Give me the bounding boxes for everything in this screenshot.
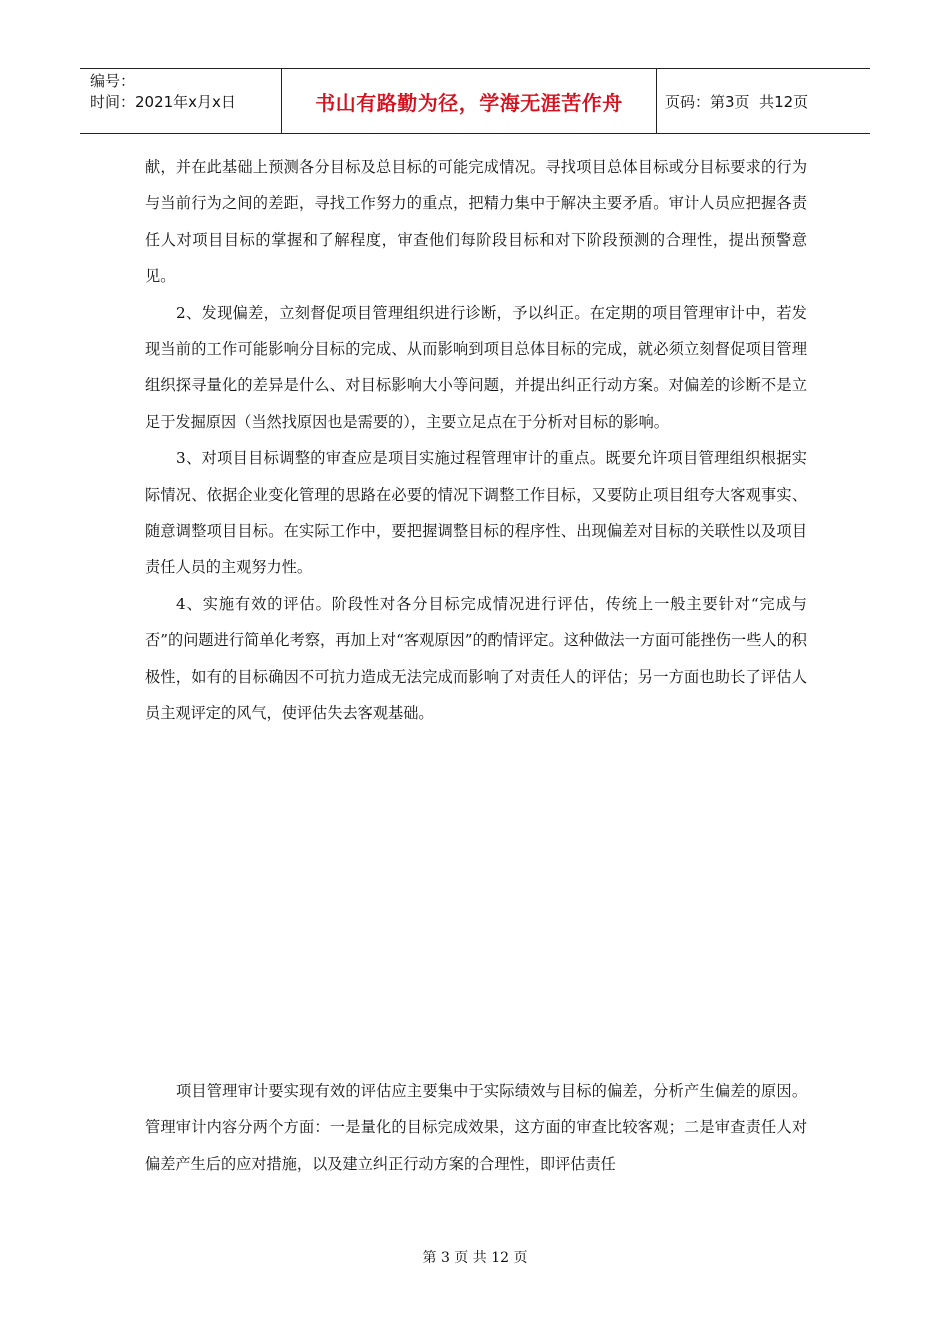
paragraph-evaluation: 项目管理审计要实现有效的评估应主要集中于实际绩效与目标的偏差，分析产生偏差的原因。管理审计内容分两个方面：一是量化的目标完成效果，这方面的审查比较客观；二是审查责任人对偏差产生后的应对措施，以及建立纠正行动方案的合理性，即评估责任 <box>145 1082 807 1173</box>
paragraph-item-4: 4、实施有效的评估。阶段性对各分目标完成情况进行评估，传统上一般主要针对“完成与否”的问题进行简单化考察，再加上对“客观原因”的酌情评定。这种做法一方面可能挫伤一些人的积极性，如有的目标确因不可抗力造成无法完成而影响了对责任人的评估；另一方面也助长了评估人员主观评定的风气，使评估失去客观基础。 <box>145 594 807 723</box>
document-body-lower <box>145 1073 807 1182</box>
header-page-info: 页码：第3页 共12页 <box>665 92 809 111</box>
document-number-label: 编号： <box>90 72 136 90</box>
header-meta <box>80 69 282 133</box>
paragraph-continuation: 献，并在此基础上预测各分目标及总目标的可能完成情况。寻找项目总体目标或分目标要求的行为与当前行为之间的差距，寻找工作努力的重点，把精力集中于解决主要矛盾。审计人员应把握各责任人对项目目标的掌握和了解程度，审查他们每阶段目标和对下阶段预测的合理性，提出预警意见。 <box>145 158 807 286</box>
page-header <box>80 68 870 134</box>
page-footer: 第 3 页 共 12 页 <box>422 1250 528 1266</box>
paragraph-item-3: 3、对项目目标调整的审查应是项目实施过程管理审计的重点。既要允许项目管理组织根据实际情况、依据企业变化管理的思路在必要的情况下调整工作目标，又要防止项目组夸大客观事实、随意调整项目目标。在实际工作中，要把握调整目标的程序性、出现偏差对目标的关联性以及项目责任人员的主观努力性。 <box>145 449 807 577</box>
document-body <box>145 149 807 732</box>
header-motto: 书山有路勤为径，学海无涯苦作舟 <box>282 69 657 133</box>
document-date: 时间：2021年x月x日 <box>90 93 236 111</box>
paragraph-item-2: 2、发现偏差，立刻督促项目管理组织进行诊断，予以纠正。在定期的项目管理审计中，若发现当前的工作可能影响分目标的完成、从而影响到项目总体目标的完成，就必须立刻督促项目管理组织探寻量化的差异是什么、对目标影响大小等问题，并提出纠正行动方案。对偏差的诊断不是立足于发掘原因（当然找原因也是需要的），主要立足点在于分析对目标的影响。 <box>145 303 807 431</box>
